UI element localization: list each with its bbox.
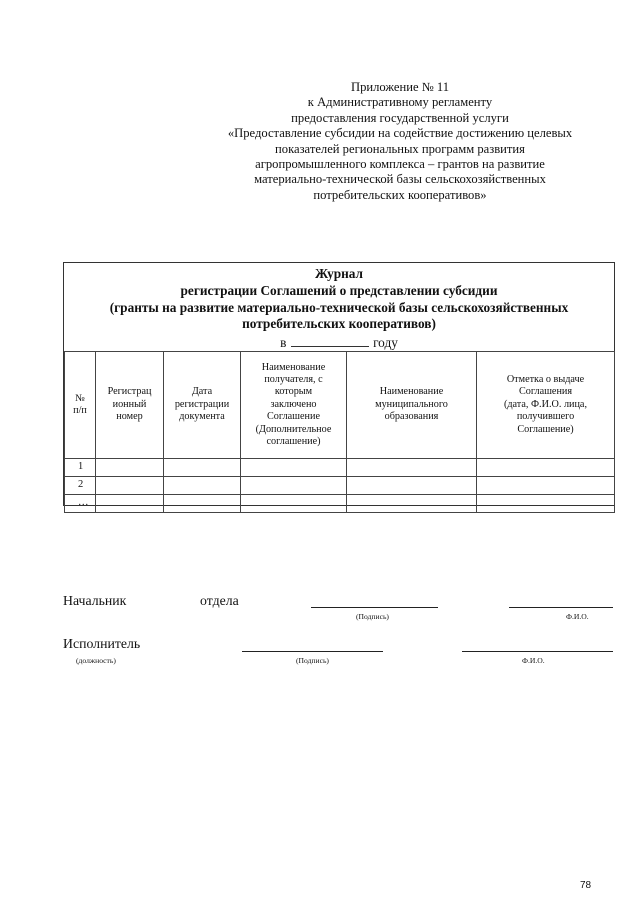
table-cell	[96, 459, 164, 477]
appendix-line: предоставления государственной услуги	[291, 110, 509, 125]
appendix-header	[150, 80, 640, 203]
page-number: 78	[580, 880, 592, 891]
table-cell	[241, 459, 347, 477]
appendix-line: потребительских кооперативов»	[313, 187, 487, 202]
signature-caption: (Подпись)	[356, 612, 389, 621]
row-number: …	[65, 495, 96, 513]
table-cell	[347, 495, 477, 513]
table-header-row	[65, 352, 615, 459]
table-cell	[96, 477, 164, 495]
column-header-issue-mark: Отметка о выдаче Соглашения (дата, Ф.И.О. лица, получившего Соглашение)	[477, 352, 615, 459]
column-header-reg-date: Дата регистрации документа	[164, 352, 241, 459]
executor-signature-line	[242, 651, 383, 652]
table-row	[65, 495, 615, 513]
executor-label: Исполнитель	[63, 636, 141, 651]
position-caption: (должность)	[76, 656, 116, 665]
table-cell	[96, 495, 164, 513]
year-prefix: в	[280, 335, 287, 350]
journal-title-line: регистрации Соглашений о представлении субсидии	[180, 282, 498, 298]
table-cell	[477, 459, 615, 477]
year-suffix: году	[373, 335, 398, 350]
signature-caption: (Подпись)	[296, 656, 329, 665]
table-cell	[477, 477, 615, 495]
appendix-line: Приложение № 11	[350, 80, 450, 94]
table-cell	[347, 477, 477, 495]
table-cell	[241, 495, 347, 513]
journal-title-line: (гранты на развитие материально-технической базы сельскохозяйственных	[109, 299, 569, 315]
column-header-recipient: Наименование получателя, с которым заключено Соглашение (Дополнительное соглашение)	[241, 352, 347, 459]
appendix-line: «Предоставление субсидии на содействие достижению целевых	[227, 126, 573, 141]
head-label: Начальник	[63, 593, 127, 608]
table-cell	[164, 477, 241, 495]
row-number: 1	[65, 459, 96, 477]
table-row	[65, 477, 615, 495]
registration-journal	[63, 262, 615, 509]
row-number: 2	[65, 477, 96, 495]
table-row	[65, 459, 615, 477]
head-signature-line	[311, 607, 438, 608]
appendix-line: агропромышленного комплекса – грантов на развитие	[255, 157, 545, 172]
appendix-line: материально-технической базы сельскохозяйственных	[254, 172, 546, 187]
executor-fio-line	[462, 651, 613, 652]
column-header-number: № п/п	[65, 352, 96, 459]
department-label: отдела	[200, 593, 239, 608]
journal-title	[64, 266, 614, 333]
table-cell	[347, 459, 477, 477]
appendix-line: показателей региональных программ развития	[275, 141, 525, 156]
table-cell	[164, 495, 241, 513]
table-cell	[241, 477, 347, 495]
table-cell	[477, 495, 615, 513]
fio-caption: Ф.И.О.	[522, 656, 545, 665]
head-fio-line	[509, 607, 613, 608]
column-header-municipality: Наименование муниципального образования	[347, 352, 477, 459]
table-cell	[164, 459, 241, 477]
journal-title-line: Журнал	[314, 266, 364, 281]
year-blank	[291, 336, 369, 347]
journal-year-line	[64, 335, 614, 350]
journal-title-line: потребительских кооперативов)	[242, 316, 436, 332]
fio-caption: Ф.И.О.	[566, 612, 589, 621]
appendix-line: к Административному регламенту	[307, 95, 493, 110]
column-header-reg-number: Регистрац ионный номер	[96, 352, 164, 459]
journal-table	[64, 351, 615, 513]
